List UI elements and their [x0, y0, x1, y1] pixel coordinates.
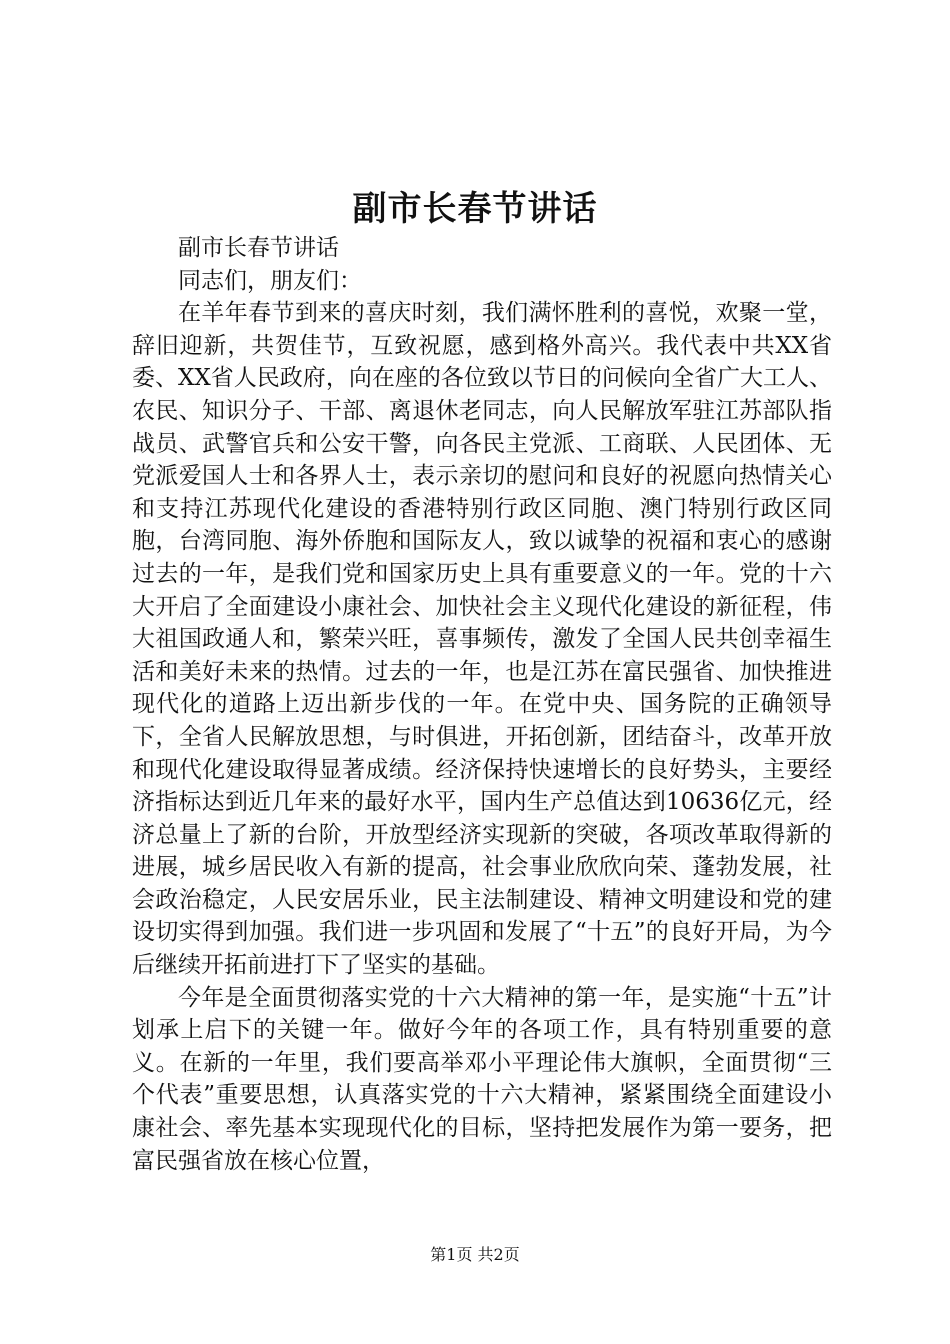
document-body: [132, 232, 832, 1177]
page-footer: 第1页 共2页: [430, 1245, 520, 1264]
paragraph-salutation: 同志们，朋友们：: [178, 267, 362, 294]
paragraph-subtitle: 副市长春节讲话: [178, 235, 339, 261]
paragraph-body-1: 在羊年春节到来的喜庆时刻，我们满怀胜利的喜悦，欢聚一堂，辞旧迎新，共贺佳节，互致祝愿，感到格外高兴。我代表中共XX省委、XX省人民政府，向在座的各位致以节日的问候向全省广大工人、农民、知识分子、干部、离退休老同志，向人民解放军驻江苏部队指战员、武警官兵和公安干警，向各民主党派、工商联、人民团体、无党派爱国人士和各界人士，表示亲切的慰问和良好的祝愿向热情关心和支持江苏现代化建设的香港特别行政区同胞、澳门特别行政区同胞，台湾同胞、海外侨胞和国际友人，致以诚挚的祝福和衷心的感谢过去的一年，是我们党和国家历史上具有重要意义的一年。党的十六大开启了全面建设小康社会、加快社会主义现代化建设的新征程，伟大祖国政通人和，繁荣兴旺，喜事频传，激发了全国人民共创幸福生活和美好未来的热情。过去的一年，也是江苏在富民强省、加快推进现代化的道路上迈出新步伐的一年。在党中央、国务院的正确领导下，全省人民解放思想，与时俱进，开拓创新，团结奋斗，改革开放和现代化建设取得显著成绩。经济保持快速增长的良好势头，主要经济指标达到近几年来的最好水平，国内生产总值达到10636亿元，经济总量上了新的台阶，开放型经济实现新的突破，各项改革取得新的进展，城乡居民收入有新的提高，社会事业欣欣向荣、蓬勃发展，社会政治稳定，人民安居乐业，民主法制建设、精神文明建设和党的建设切实得到加强。我们进一步巩固和发展了“十五”的良好开局，为今后继续开拓前进打下了坚实的基础。: [132, 300, 832, 979]
document-title: 副市长春节讲话: [352, 189, 598, 229]
paragraph-body-2: 今年是全面贯彻落实党的十六大精神的第一年，是实施“十五”计划承上启下的关键一年。做好今年的各项工作，具有特别重要的意义。在新的一年里，我们要高举邓小平理论伟大旗帜，全面贯彻“三个代表”重要思想，认真落实党的十六大精神，紧紧围绕全面建设小康社会、率先基本实现现代化的目标，坚持把发展作为第一要务，把富民强省放在核心位置，: [132, 984, 832, 1174]
